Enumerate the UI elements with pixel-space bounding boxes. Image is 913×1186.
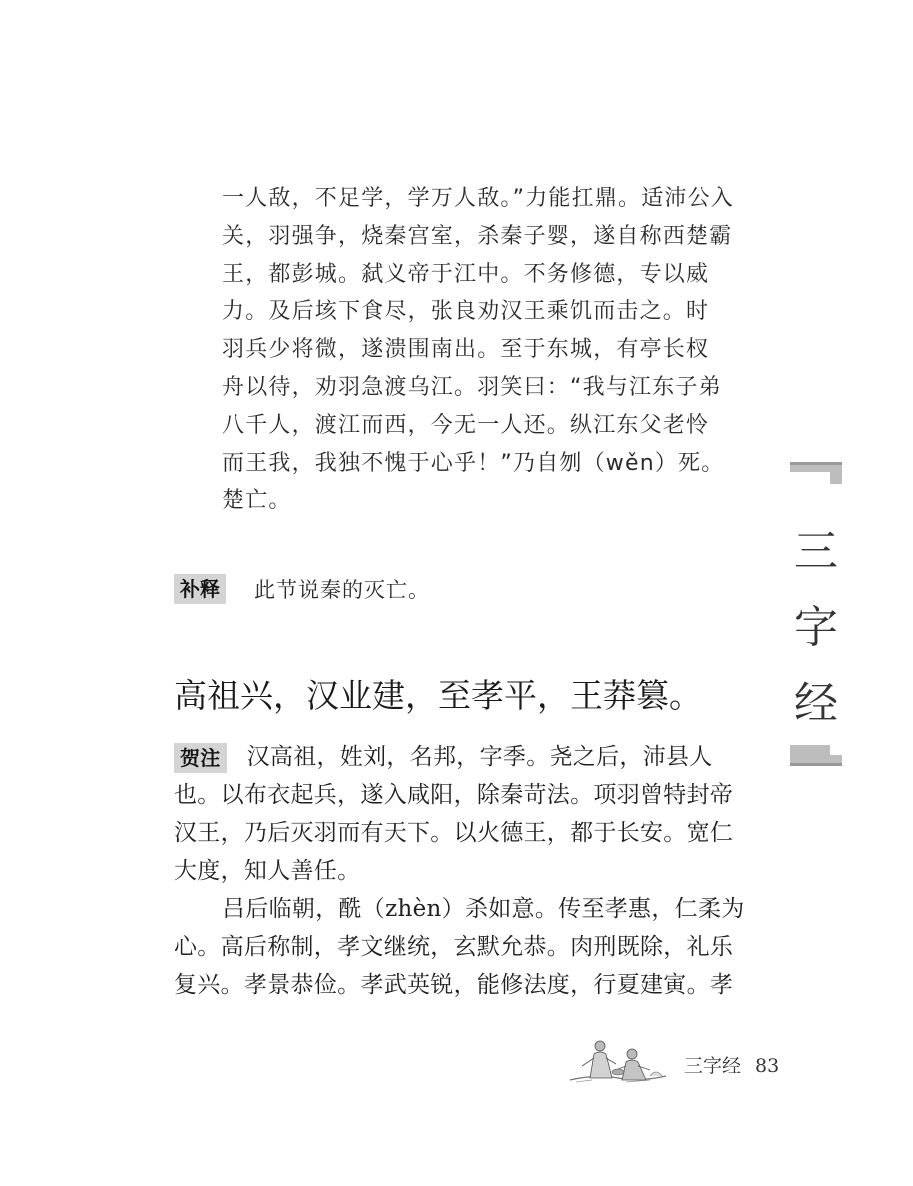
scholars-illustration-icon [566, 1036, 670, 1084]
commentary-line: 汉王，乃后灭羽而有天下。以火德王，都于长安。宽仁 [174, 820, 734, 846]
side-tab-title [790, 514, 842, 742]
verse-heading: 高祖兴，汉业建，至孝平，王莽篡。 [174, 676, 702, 715]
note-tag: 补释 [174, 574, 226, 604]
commentary-para2-first-line: 吕后临朝，酰（zhèn）杀如意。传至孝惠，仁柔为 [222, 896, 745, 922]
quote-line: 羽兵少将微，遂溃围南出。至于东城，有亭长杈 [222, 337, 710, 363]
quote-line: 舟以待，劝羽急渡乌江。羽笑曰：“我与江东子弟 [222, 374, 722, 400]
note-text: 此节说秦的灭亡。 [254, 578, 430, 602]
quote-line: 一人敌，不足学，学万人敌。”力能扛鼎。适沛公入 [222, 186, 734, 211]
quote-line: 楚亡。 [222, 488, 292, 514]
side-tab-char: 字 [794, 602, 838, 653]
footer-text [684, 1051, 779, 1078]
quote-line: 王，都彭城。弑义帝于江中。不务修德，专以威 [222, 261, 710, 287]
commentary-first-line [174, 738, 754, 776]
commentary-text: 汉高祖，姓刘，名邦，字季。尧之后，沛县人 [246, 744, 713, 770]
page-footer [566, 1036, 806, 1086]
quote-passage [222, 180, 747, 520]
footer-book-title: 三字经 [684, 1055, 742, 1077]
commentary-line: 心。高后称制，孝文继统，玄默允恭。肉刑既除，礼乐 [174, 934, 734, 960]
quote-line: 关，羽强争，烧秦宫室，杀秦子婴，遂自称西楚霸 [222, 223, 733, 249]
section-side-tab [790, 462, 842, 767]
commentary-line: 也。以布衣起兵，遂入咸阳，除秦苛法。项羽曾特封帝 [174, 782, 734, 808]
side-tab-char: 三 [794, 526, 838, 577]
quote-line: 八千人，渡江而西，今无一人还。纵江东父老怜 [222, 412, 710, 438]
commentary-line: 复兴。孝景恭俭。孝武英锐，能修法度，行夏建寅。孝 [174, 972, 734, 998]
side-tab-top-bracket [790, 462, 842, 492]
supplementary-note [174, 574, 430, 606]
page-number: 83 [755, 1055, 780, 1077]
side-tab-char: 经 [794, 678, 838, 729]
commentary [174, 738, 754, 1004]
quote-line: 而王我，我独不愧于心乎！”乃自刎（wěn）死。 [222, 450, 725, 476]
quote-line: 力。及后垓下食尽，张良劝汉王乘饥而击之。时 [222, 299, 710, 325]
commentary-line: 大度，知人善任。 [174, 858, 361, 884]
side-tab-bottom-bracket [790, 737, 842, 767]
commentary-tag: 贺注 [174, 743, 227, 773]
